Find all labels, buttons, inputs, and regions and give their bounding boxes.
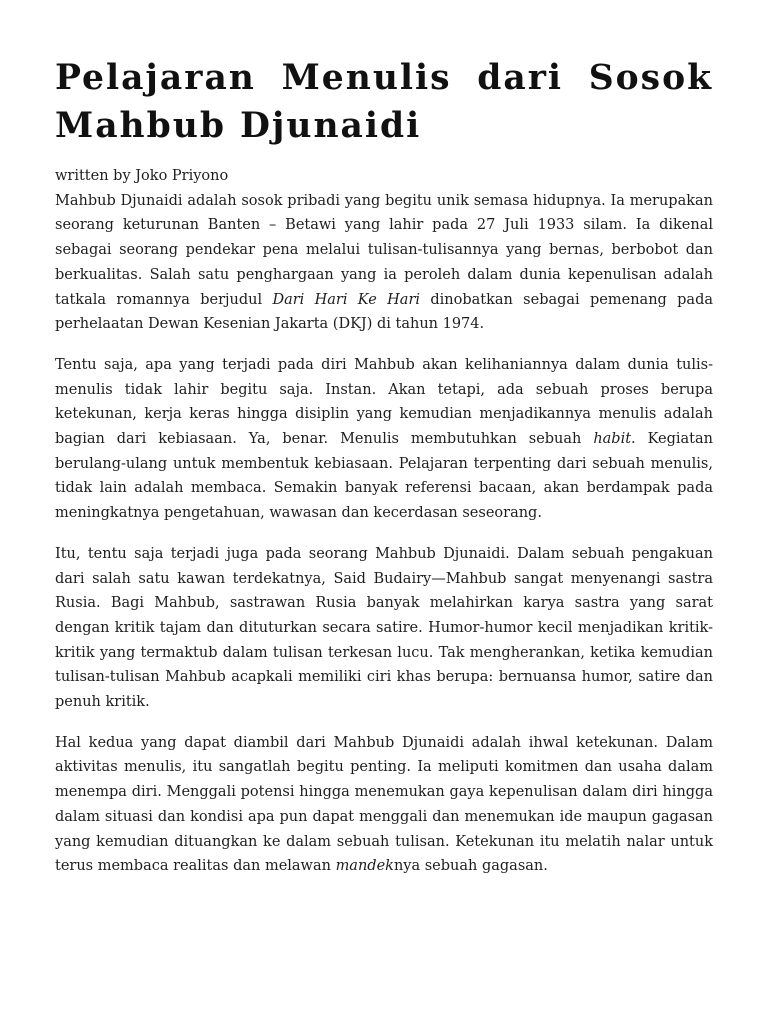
paragraph-2 bbox=[55, 353, 713, 526]
paragraph-2-text-a: Tentu saja, apa yang terjadi pada diri Mahbub akan kelihaniannya dalam dunia tulis-menulis tidak lahir begitu saja. Instan. Akan tetapi, ada sebuah proses berupa ketekunan, kerja keras hingga disiplin yang kemudian menjadikannya menulis adalah bagian dari kebiasaan. Ya, benar. Menulis membutuhkan sebuah bbox=[55, 356, 713, 448]
paragraph-4 bbox=[55, 731, 713, 879]
paragraph-1-italic-title: Dari Hari Ke Hari bbox=[272, 291, 421, 308]
article-title: Pelajaran Menulis dari Sosok Mahbub Djunaidi bbox=[55, 58, 713, 146]
paragraph-1-text-a: Mahbub Djunaidi adalah sosok pribadi yang begitu unik semasa hidupnya. Ia merupakan seorang keturunan Banten – Betawi yang lahir pada 27 Juli 1933 silam. Ia dikenal sebagai seorang pendekar pena melalui tulisan-tulisannya yang bernas, berbobot dan berkualitas. Salah satu penghargaan yang ia peroleh dalam dunia kepenulisan adalah tatkala romannya berjudul bbox=[55, 192, 713, 308]
paragraph-2-text-b: . Kegiatan berulang-ulang untuk membentuk kebiasaan. Pelajaran terpenting dari sebuah menulis, tidak lain adalah membaca. Semakin banyak referensi bacaan, akan berdampak pada meningkatnya pengetahuan, wawasan dan kecerdasan seseorang. bbox=[55, 431, 713, 522]
article bbox=[55, 54, 713, 895]
paragraph-2-italic-term: habit bbox=[593, 431, 632, 448]
paragraph-1 bbox=[55, 189, 713, 337]
paragraph-1-text-b: dinobatkan sebagai pemenang pada perhelaatan Dewan Kesenian Jakarta (DKJ) di tahun 1974. bbox=[55, 291, 713, 333]
paragraph-4-text-a: Hal kedua yang dapat diambil dari Mahbub Djunaidi adalah ihwal ketekunan. Dalam aktivitas menulis, itu sangatlah begitu penting. Ia meliputi komitmen dan usaha dalam menempa diri. Menggali potensi hingga menemukan gaya kepenulisan dalam diri hingga dalam situasi dan kondisi apa pun dapat menggali dan menemukan ide maupun gagasan yang kemudian dituangkan ke dalam sebuah tulisan. Ketekunan itu melatih nalar untuk terus membaca realitas dan melawan bbox=[55, 734, 713, 875]
paragraph-4-text-b: nya sebuah gagasan. bbox=[393, 858, 548, 875]
paragraph-4-italic-term: mandek bbox=[335, 858, 394, 875]
paragraph-3: Itu, tentu saja terjadi juga pada seorang Mahbub Djunaidi. Dalam sebuah pengakuan dari salah satu kawan terdekatnya, Said Budairy—Mahbub sangat menyenangi sastra Rusia. Bagi Mahbub, sastrawan Rusia banyak melahirkan karya sastra yang sarat dengan kritik tajam dan dituturkan secara satire. Humor-humor kecil menjadikan kritik-kritik yang termaktub dalam tulisan terkesan lucu. Tak mengherankan, ketika kemudian tulisan-tulisan Mahbub acapkali memiliki ciri khas berupa: bernuansa humor, satire dan penuh kritik. bbox=[55, 545, 713, 711]
article-byline: written by Joko Priyono bbox=[55, 168, 229, 184]
